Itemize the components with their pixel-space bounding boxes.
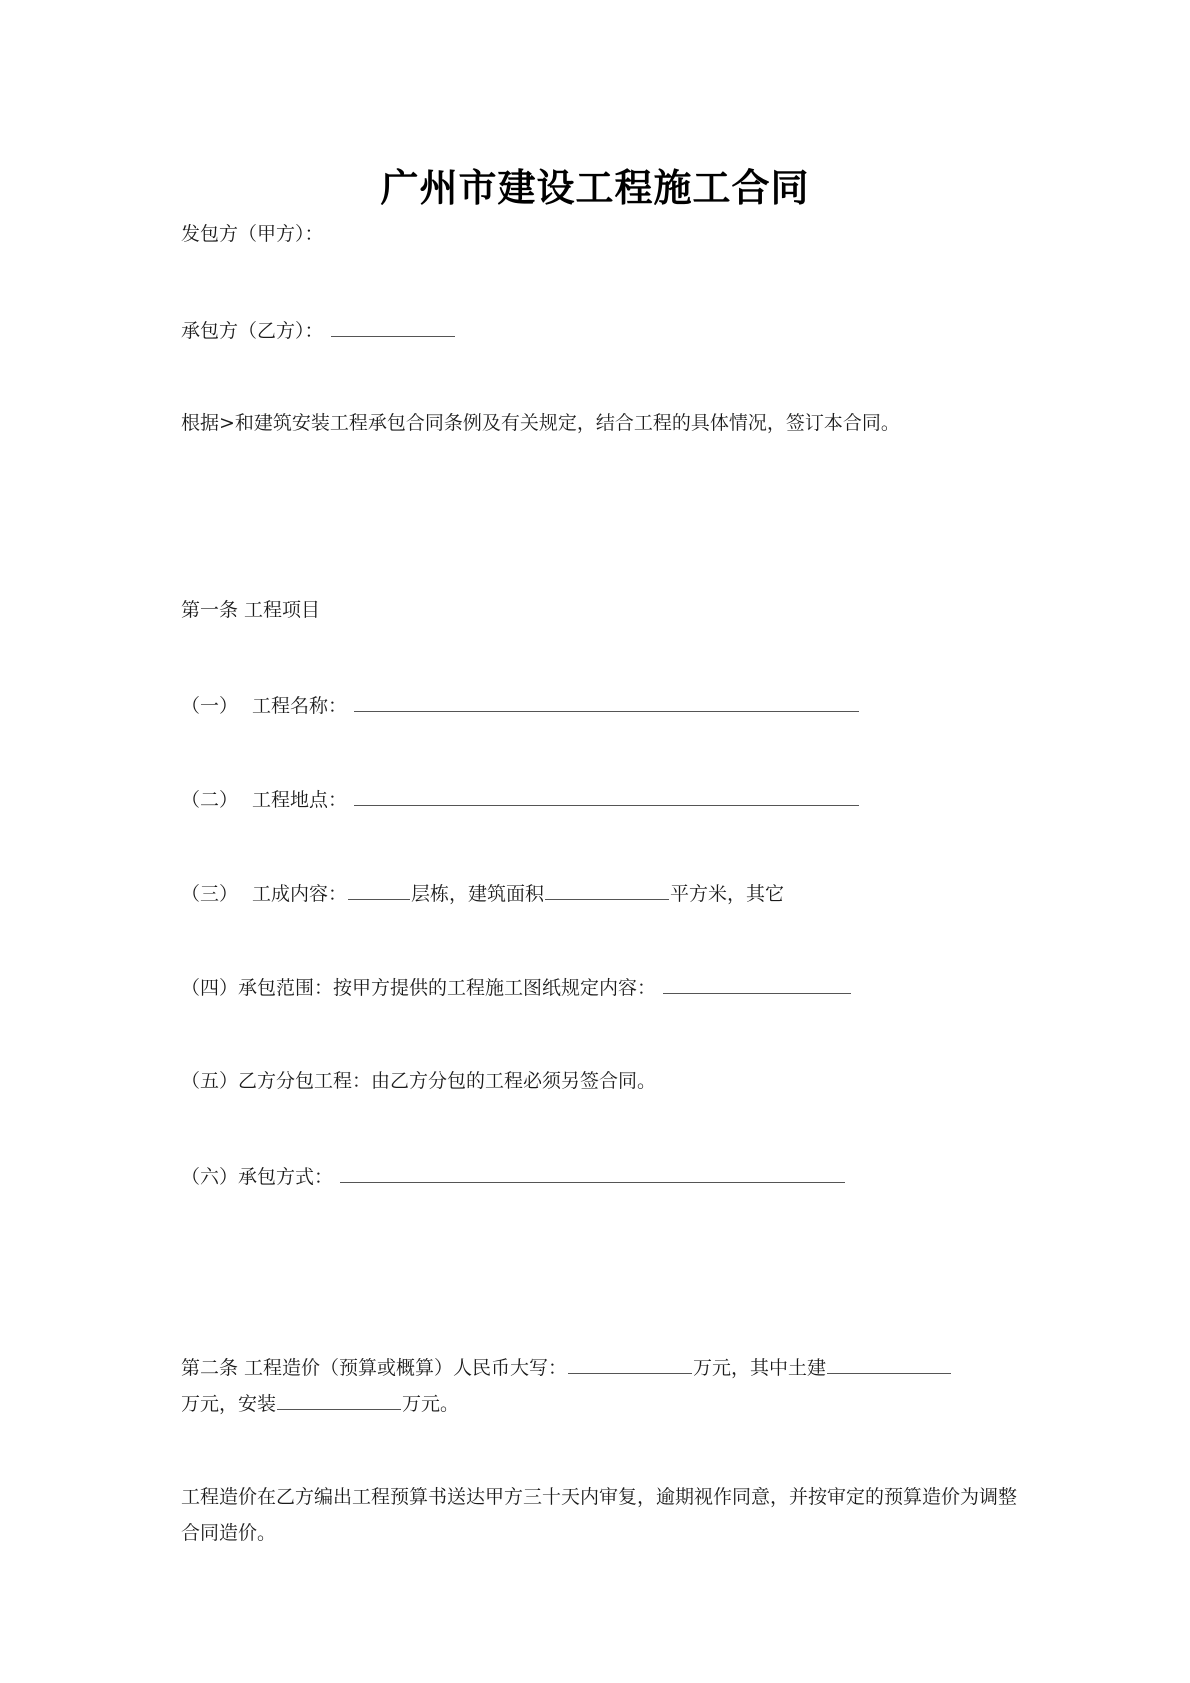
item-label: 工成内容：: [252, 883, 348, 905]
party-b-label: 承包方（乙方）：: [181, 320, 324, 342]
article2-text: 万元，安装: [181, 1393, 277, 1415]
party-a-line: [181, 222, 324, 246]
preamble: 根据>和建筑安装工程承包合同条例及有关规定，结合工程的具体情况，签订本合同。: [181, 412, 900, 434]
contract-method-blank[interactable]: [340, 1164, 845, 1183]
item-number: （一）: [181, 695, 239, 717]
article2-text: 万元。: [402, 1393, 460, 1415]
item-label: 工程地点：: [252, 789, 348, 811]
article1-item-6: [181, 1164, 846, 1189]
civil-price-blank[interactable]: [827, 1355, 951, 1374]
article1-item-5: [181, 1069, 656, 1093]
article1-item-3: [181, 881, 784, 906]
article1-item-1: [181, 693, 860, 718]
party-a-label: 发包方（甲方）：: [181, 223, 324, 245]
article1-heading: 第一条 工程项目: [181, 599, 321, 621]
contract-title: 广州市建设工程施工合同: [380, 165, 810, 210]
project-location-blank[interactable]: [354, 787, 859, 806]
article1-item-4: [181, 975, 852, 1000]
total-price-blank[interactable]: [568, 1355, 692, 1374]
party-b-line: [181, 318, 456, 343]
item-label: 承包范围：按甲方提供的工程施工图纸规定内容：: [238, 977, 657, 999]
item-label: 承包方式：: [238, 1166, 334, 1188]
item-text: 层栋，建筑面积: [411, 883, 545, 905]
article2: [181, 1350, 1021, 1422]
area-blank[interactable]: [545, 881, 669, 900]
article1-item-2: [181, 787, 860, 812]
item-number: （四）: [181, 977, 239, 999]
item-text: 平方米，其它: [670, 883, 785, 905]
item-number: （二）: [181, 789, 239, 811]
install-price-blank[interactable]: [277, 1391, 401, 1410]
item-label: 乙方分包工程：由乙方分包的工程必须另签合同。: [238, 1070, 657, 1092]
floors-blank[interactable]: [348, 881, 410, 900]
item-label: 工程名称：: [252, 695, 348, 717]
price-review-note: 工程造价在乙方编出工程预算书送达甲方三十天内审复，逾期视作同意，并按审定的预算造价为调整合同造价。: [181, 1486, 1018, 1544]
item-number: （三）: [181, 883, 239, 905]
party-b-blank[interactable]: [331, 318, 455, 337]
article2-text: 第二条 工程造价（预算或概算）人民币大写：: [181, 1357, 568, 1379]
project-name-blank[interactable]: [354, 693, 859, 712]
scope-blank[interactable]: [663, 975, 851, 994]
item-number: （六）: [181, 1166, 239, 1188]
item-number: （五）: [181, 1070, 239, 1092]
article2-text: 万元，其中土建: [693, 1357, 827, 1379]
